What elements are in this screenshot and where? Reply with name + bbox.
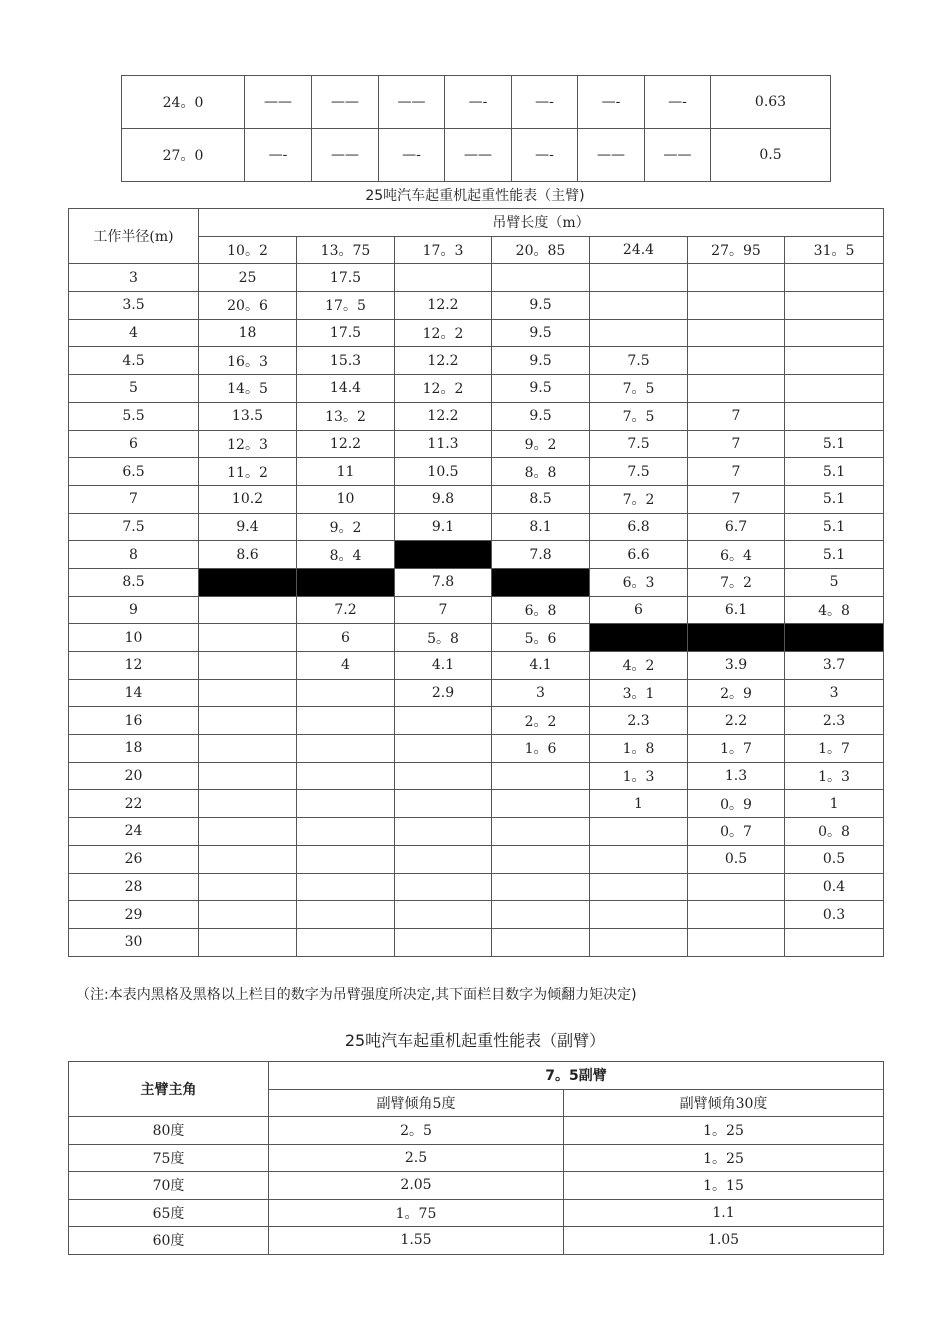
- row-label-cell: 30: [69, 928, 199, 956]
- value-cell: [492, 901, 590, 929]
- value-cell: [688, 928, 785, 956]
- table-row: [69, 264, 884, 292]
- table-row: [69, 928, 884, 956]
- black-cell: [199, 568, 297, 596]
- boom-length-cell: 10。2: [199, 236, 297, 264]
- row-label-cell: 12: [69, 652, 199, 680]
- value-cell: 1。25: [564, 1144, 884, 1172]
- value-cell: 14。5: [199, 375, 297, 403]
- value-cell: [590, 873, 688, 901]
- value-cell: [590, 264, 688, 292]
- value-cell: [297, 790, 395, 818]
- value-cell: 9.4: [199, 513, 297, 541]
- table-row: [69, 347, 884, 375]
- value-cell: 17.5: [297, 264, 395, 292]
- row-label-cell: 6.5: [69, 458, 199, 486]
- value-cell: 9.8: [395, 485, 492, 513]
- row-label-cell: 28: [69, 873, 199, 901]
- value-cell: 11: [297, 458, 395, 486]
- table-row: [69, 735, 884, 763]
- value-cell: [297, 873, 395, 901]
- row-label-cell: 26: [69, 845, 199, 873]
- value-cell: [395, 762, 492, 790]
- value-cell: 12.2: [297, 430, 395, 458]
- table-row: [69, 1117, 884, 1145]
- value-cell: [395, 818, 492, 846]
- value-cell: 1.55: [269, 1227, 564, 1255]
- value-cell: 9.5: [492, 292, 590, 320]
- row-label-cell: 24: [69, 818, 199, 846]
- value-cell: 7: [688, 458, 785, 486]
- value-cell: [199, 679, 297, 707]
- value-cell: [199, 818, 297, 846]
- boom-length-cell: 13。75: [297, 236, 395, 264]
- value-cell: [590, 928, 688, 956]
- value-cell: 3: [492, 679, 590, 707]
- value-cell: 5.1: [785, 458, 884, 486]
- value-cell: [199, 652, 297, 680]
- value-cell: 1。7: [688, 735, 785, 763]
- table-row: [69, 485, 884, 513]
- table-row: [69, 679, 884, 707]
- value-cell: 0.5: [785, 845, 884, 873]
- table-row: [69, 1227, 884, 1255]
- value-cell: 1: [590, 790, 688, 818]
- table-row: [69, 541, 884, 569]
- value-cell: 2。2: [492, 707, 590, 735]
- value-cell: 6.7: [688, 513, 785, 541]
- value-cell: 7.5: [590, 347, 688, 375]
- table-row: [69, 319, 884, 347]
- value-cell: [297, 901, 395, 929]
- value-cell: 3.7: [785, 652, 884, 680]
- row-label-cell: 27。0: [122, 129, 245, 182]
- table-row: [69, 873, 884, 901]
- main-table-title: 25吨汽车起重机起重性能表（主臂): [365, 188, 585, 204]
- value-cell: [688, 901, 785, 929]
- value-cell: 6.6: [590, 541, 688, 569]
- value-cell: 0.5: [688, 845, 785, 873]
- value-cell: [395, 707, 492, 735]
- value-cell: 1。7: [785, 735, 884, 763]
- table-row: [69, 1199, 884, 1227]
- value-cell: 17。5: [297, 292, 395, 320]
- value-cell: [199, 624, 297, 652]
- value-cell: 6: [590, 596, 688, 624]
- table-row: [69, 790, 884, 818]
- value-cell: —-: [245, 129, 312, 182]
- value-cell: 5: [785, 568, 884, 596]
- value-cell: 7.2: [297, 596, 395, 624]
- table-row: [69, 901, 884, 929]
- value-cell: [395, 790, 492, 818]
- value-cell: [785, 347, 884, 375]
- row-label-cell: 80度: [69, 1117, 269, 1145]
- value-cell: [785, 928, 884, 956]
- value-cell: 3。1: [590, 679, 688, 707]
- table-row: [69, 596, 884, 624]
- boom-length-header: 吊臂长度（m）: [199, 209, 884, 237]
- table-row: [69, 513, 884, 541]
- value-cell: [395, 873, 492, 901]
- table-row: [69, 292, 884, 320]
- value-cell: 12。2: [395, 375, 492, 403]
- table-row: [69, 1144, 884, 1172]
- row-label-cell: 4: [69, 319, 199, 347]
- value-cell: 1。3: [590, 762, 688, 790]
- row-label-cell: 7: [69, 485, 199, 513]
- value-cell: 4: [297, 652, 395, 680]
- row-label-cell: 9: [69, 596, 199, 624]
- value-cell: 2.3: [590, 707, 688, 735]
- value-cell: [297, 679, 395, 707]
- row-label-cell: 5.5: [69, 402, 199, 430]
- boom-length-cell: 31。5: [785, 236, 884, 264]
- value-cell: [590, 901, 688, 929]
- value-cell: 1。15: [564, 1172, 884, 1200]
- black-cell: [590, 624, 688, 652]
- value-cell: —-: [578, 76, 645, 129]
- value-cell: ——: [245, 76, 312, 129]
- value-cell: 7.5: [590, 430, 688, 458]
- value-cell: 7。2: [590, 485, 688, 513]
- row-label-cell: 18: [69, 735, 199, 763]
- row-label-cell: 75度: [69, 1144, 269, 1172]
- value-cell: 1。6: [492, 735, 590, 763]
- value-cell: 7: [395, 596, 492, 624]
- main-boom-angle-header: 主臂主角: [69, 1062, 269, 1117]
- value-cell: [785, 319, 884, 347]
- value-cell: 12。3: [199, 430, 297, 458]
- value-cell: [590, 319, 688, 347]
- value-cell: [395, 901, 492, 929]
- value-cell: 8.1: [492, 513, 590, 541]
- value-cell: 18: [199, 319, 297, 347]
- value-cell: 16。3: [199, 347, 297, 375]
- value-cell: 1。25: [564, 1117, 884, 1145]
- black-cell: [395, 541, 492, 569]
- value-cell: 5。8: [395, 624, 492, 652]
- row-label-cell: 29: [69, 901, 199, 929]
- value-cell: 0.3: [785, 901, 884, 929]
- row-label-cell: 20: [69, 762, 199, 790]
- boom-length-cell: 24.4: [590, 236, 688, 264]
- value-cell: [785, 264, 884, 292]
- value-cell: [590, 818, 688, 846]
- value-cell: 0。8: [785, 818, 884, 846]
- row-label-cell: 3.5: [69, 292, 199, 320]
- value-cell: [297, 928, 395, 956]
- value-cell: 0.63: [711, 76, 831, 129]
- value-cell: ——: [445, 129, 512, 182]
- value-cell: —-: [512, 76, 578, 129]
- value-cell: 8。8: [492, 458, 590, 486]
- main-boom-performance-table: [68, 208, 884, 957]
- value-cell: 13.5: [199, 402, 297, 430]
- table-row: [69, 1172, 884, 1200]
- top-continuation-table: [121, 75, 831, 182]
- value-cell: 1。8: [590, 735, 688, 763]
- value-cell: [297, 762, 395, 790]
- value-cell: [492, 873, 590, 901]
- value-cell: 9.5: [492, 319, 590, 347]
- value-cell: [492, 762, 590, 790]
- value-cell: 10: [297, 485, 395, 513]
- table-row: [69, 568, 884, 596]
- value-cell: 7。5: [590, 402, 688, 430]
- row-label-cell: 22: [69, 790, 199, 818]
- value-cell: [688, 292, 785, 320]
- table-row: [69, 402, 884, 430]
- value-cell: 11。2: [199, 458, 297, 486]
- value-cell: 9.5: [492, 402, 590, 430]
- table-row: [69, 845, 884, 873]
- value-cell: 7。2: [688, 568, 785, 596]
- jib-length-header: 7。5副臂: [269, 1062, 884, 1090]
- row-label-cell: 4.5: [69, 347, 199, 375]
- value-cell: 1.3: [688, 762, 785, 790]
- value-cell: [590, 845, 688, 873]
- value-cell: —-: [379, 129, 445, 182]
- value-cell: [688, 375, 785, 403]
- value-cell: —-: [445, 76, 512, 129]
- value-cell: [688, 319, 785, 347]
- value-cell: 10.2: [199, 485, 297, 513]
- value-cell: [395, 735, 492, 763]
- value-cell: 7.8: [492, 541, 590, 569]
- value-cell: 7: [688, 402, 785, 430]
- value-cell: 3.9: [688, 652, 785, 680]
- value-cell: 9.1: [395, 513, 492, 541]
- value-cell: 9。2: [297, 513, 395, 541]
- table-row: [69, 652, 884, 680]
- value-cell: 6: [297, 624, 395, 652]
- sub-table-title: 25吨汽车起重机起重性能表（副臂）: [344, 1031, 606, 1050]
- value-cell: 6。3: [590, 568, 688, 596]
- row-label-cell: 7.5: [69, 513, 199, 541]
- jib-angle-5-header: 副臂倾角5度: [269, 1089, 564, 1117]
- black-cell: [297, 568, 395, 596]
- radius-header: 工作半径(m): [69, 209, 199, 264]
- value-cell: 3: [785, 679, 884, 707]
- value-cell: 9。2: [492, 430, 590, 458]
- row-label-cell: 65度: [69, 1199, 269, 1227]
- value-cell: [199, 790, 297, 818]
- row-label-cell: 70度: [69, 1172, 269, 1200]
- value-cell: 4。8: [785, 596, 884, 624]
- black-cell: [785, 624, 884, 652]
- value-cell: [492, 928, 590, 956]
- value-cell: 1。3: [785, 762, 884, 790]
- value-cell: [395, 928, 492, 956]
- value-cell: [297, 818, 395, 846]
- value-cell: 7.8: [395, 568, 492, 596]
- value-cell: 2.9: [395, 679, 492, 707]
- value-cell: 8.5: [492, 485, 590, 513]
- value-cell: [688, 264, 785, 292]
- value-cell: 2.05: [269, 1172, 564, 1200]
- value-cell: [297, 845, 395, 873]
- value-cell: ——: [312, 76, 379, 129]
- row-label-cell: 8.5: [69, 568, 199, 596]
- black-cell: [688, 624, 785, 652]
- value-cell: 7.5: [590, 458, 688, 486]
- value-cell: 12.2: [395, 292, 492, 320]
- value-cell: [199, 707, 297, 735]
- table-row: [122, 76, 831, 129]
- row-label-cell: 16: [69, 707, 199, 735]
- value-cell: ——: [312, 129, 379, 182]
- value-cell: 9.5: [492, 375, 590, 403]
- value-cell: 8。4: [297, 541, 395, 569]
- value-cell: 20。6: [199, 292, 297, 320]
- value-cell: [785, 402, 884, 430]
- value-cell: 5.1: [785, 513, 884, 541]
- value-cell: [785, 375, 884, 403]
- value-cell: 8.6: [199, 541, 297, 569]
- value-cell: 25: [199, 264, 297, 292]
- jib-performance-table: [68, 1061, 884, 1255]
- value-cell: 5。6: [492, 624, 590, 652]
- boom-length-cell: 27。95: [688, 236, 785, 264]
- table-row: [69, 624, 884, 652]
- table-row: [69, 375, 884, 403]
- table-row: [69, 707, 884, 735]
- table-row: [69, 818, 884, 846]
- value-cell: 0。7: [688, 818, 785, 846]
- row-label-cell: 10: [69, 624, 199, 652]
- value-cell: 13。2: [297, 402, 395, 430]
- value-cell: 2.5: [269, 1144, 564, 1172]
- value-cell: 2.3: [785, 707, 884, 735]
- value-cell: [785, 292, 884, 320]
- value-cell: [199, 762, 297, 790]
- value-cell: 12.2: [395, 402, 492, 430]
- value-cell: [199, 873, 297, 901]
- value-cell: 2。9: [688, 679, 785, 707]
- value-cell: [492, 818, 590, 846]
- value-cell: [199, 845, 297, 873]
- table-note: （注:本表内黑格及黑格以上栏目的数字为吊臂强度所决定,其下面栏目数字为倾翻力矩决定): [76, 987, 637, 1003]
- value-cell: [199, 928, 297, 956]
- value-cell: ——: [645, 129, 711, 182]
- value-cell: 2。5: [269, 1117, 564, 1145]
- value-cell: [199, 596, 297, 624]
- value-cell: [688, 873, 785, 901]
- value-cell: 1.05: [564, 1227, 884, 1255]
- value-cell: 15.3: [297, 347, 395, 375]
- value-cell: 5.1: [785, 485, 884, 513]
- value-cell: [395, 845, 492, 873]
- boom-length-cell: 17。3: [395, 236, 492, 264]
- value-cell: —-: [645, 76, 711, 129]
- value-cell: [492, 845, 590, 873]
- value-cell: 5.1: [785, 430, 884, 458]
- table-row: [69, 430, 884, 458]
- value-cell: 5.1: [785, 541, 884, 569]
- row-label-cell: 14: [69, 679, 199, 707]
- value-cell: [199, 735, 297, 763]
- value-cell: [492, 264, 590, 292]
- value-cell: [199, 901, 297, 929]
- value-cell: 2.2: [688, 707, 785, 735]
- black-cell: [492, 568, 590, 596]
- value-cell: 9.5: [492, 347, 590, 375]
- value-cell: [297, 735, 395, 763]
- row-label-cell: 6: [69, 430, 199, 458]
- value-cell: 11.3: [395, 430, 492, 458]
- jib-angle-30-header: 副臂倾角30度: [564, 1089, 884, 1117]
- value-cell: ——: [578, 129, 645, 182]
- value-cell: 4.1: [395, 652, 492, 680]
- value-cell: 4。2: [590, 652, 688, 680]
- row-label-cell: 5: [69, 375, 199, 403]
- value-cell: [297, 707, 395, 735]
- value-cell: [688, 347, 785, 375]
- value-cell: 6。4: [688, 541, 785, 569]
- value-cell: 0.5: [711, 129, 831, 182]
- value-cell: 0。9: [688, 790, 785, 818]
- value-cell: 6.8: [590, 513, 688, 541]
- value-cell: 6。8: [492, 596, 590, 624]
- value-cell: ——: [379, 76, 445, 129]
- value-cell: 10.5: [395, 458, 492, 486]
- value-cell: 17.5: [297, 319, 395, 347]
- value-cell: 4.1: [492, 652, 590, 680]
- value-cell: 7: [688, 485, 785, 513]
- value-cell: 7。5: [590, 375, 688, 403]
- value-cell: 6.1: [688, 596, 785, 624]
- row-label-cell: 24。0: [122, 76, 245, 129]
- value-cell: 14.4: [297, 375, 395, 403]
- row-label-cell: 60度: [69, 1227, 269, 1255]
- row-label-cell: 3: [69, 264, 199, 292]
- table-row: [122, 129, 831, 182]
- value-cell: 12。2: [395, 319, 492, 347]
- table-row: [69, 762, 884, 790]
- value-cell: [590, 292, 688, 320]
- value-cell: [395, 264, 492, 292]
- value-cell: 1: [785, 790, 884, 818]
- value-cell: —-: [512, 129, 578, 182]
- value-cell: 7: [688, 430, 785, 458]
- row-label-cell: 8: [69, 541, 199, 569]
- value-cell: 1。75: [269, 1199, 564, 1227]
- value-cell: 0.4: [785, 873, 884, 901]
- value-cell: [492, 790, 590, 818]
- value-cell: 12.2: [395, 347, 492, 375]
- value-cell: 1.1: [564, 1199, 884, 1227]
- table-row: [69, 458, 884, 486]
- boom-length-cell: 20。85: [492, 236, 590, 264]
